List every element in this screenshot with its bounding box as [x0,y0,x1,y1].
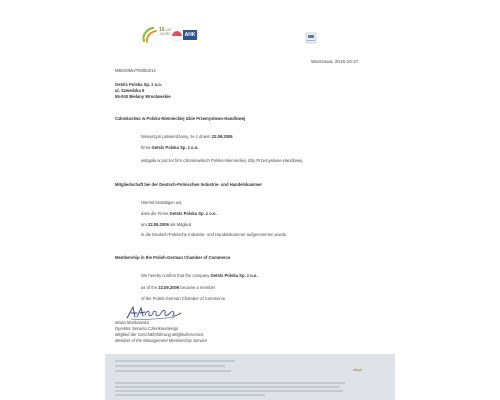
polish-line-3: wstąpiła w poczet firm członkowskich Polsko-Niemieckiej Izby Przemysłowo-Handlowej. [141,158,304,163]
german-company-name: Getslx Polska Sp. z o.o. [169,211,217,216]
footer-text-line [115,370,231,372]
footer-text-line [115,360,235,362]
footer-text-line [115,382,345,384]
polish-membership-date: 22.09.2006 [211,134,233,139]
polish-line-2 [141,145,198,150]
signatory-title-de: Mitglied der Geschäftsführung Mitgliederservice [115,332,204,337]
german-membership-date: 22.09.2006 [147,222,169,227]
german-line-1: Hiermit bestätigen wir, [141,200,183,205]
footer-text-line [115,386,340,388]
jubilee-number: 10 [159,27,165,33]
german-line-4: in die Deutsch-Polnische Industrie- und Handelskammer aufgenommen wurde. [141,232,288,237]
english-line-3: of the Polish-German Chamber of Commerce. [141,296,227,301]
english-line-2-suffix: became a member [179,285,216,290]
letter-page [105,0,395,400]
english-line-2 [141,285,215,290]
english-line-1-prefix: We hereby confirm that the company [141,273,211,278]
signatory-title-en: Member of the Management Membership Service [115,338,207,343]
recipient-street: ul. Szwedzka 5 [115,88,145,93]
recipient-city: 55-040 Bielany Wrocławskie [115,94,171,99]
german-heading: Mitgliedschaft bei der Deutsch-Polnischen Industrie- und Handelskammer [115,182,263,187]
recipient-name: Getslx Polska Sp. z o.o. [115,82,163,87]
polish-heading: Członkostwo w Polsko-Niemieckiej Izbie Przemysłowo-Handlowej [115,116,246,121]
german-line-3-prefix: am [141,222,148,227]
reference-number: MBS/MMo/TM/853/14 [115,68,156,73]
polish-line-2-prefix: firma [141,145,152,150]
german-line-2-prefix: dass die Firma [141,211,170,216]
jubilee-swirl-icon [141,26,159,44]
letter-date: Warszawa, 2015-10-27 [311,59,359,64]
jubilee-label-bottom: JAHRE [159,32,171,36]
polish-line-1 [141,134,233,139]
footer-text-line [115,365,225,367]
certification-seal-icon [305,32,317,44]
polish-company-name: Getslx Polska Sp. z o.o. [151,145,199,150]
german-line-3 [141,222,191,227]
english-company-name: Getslx Polska Sp. z o.o. [210,273,258,278]
jubilee-logo [141,26,171,44]
german-line-2 [141,211,217,216]
english-membership-date: 22.09.2006 [158,285,180,290]
ahk-badge: AHK [184,32,196,38]
english-line-1 [141,273,258,278]
signatory-title-pl: Dyrektor Serwisu Członkowskiego [115,326,179,331]
certificate-logo [305,31,317,43]
footer-text-line [115,394,265,396]
footer-text-line [115,390,343,392]
jubilee-label-top: LAT [165,28,172,32]
footer-website: ahk.pl [353,368,363,372]
polish-line-1-prefix: Niniejszym potwierdzamy, że z dniem [141,134,212,139]
german-line-3-suffix: als Mitglied [168,222,192,227]
english-line-2-prefix: as of the [141,285,159,290]
signatory-name: Marta Monkowska [115,320,149,325]
letter-footer [105,354,395,400]
ahk-flag-icon [171,30,183,42]
english-heading: Membership in the Polish-German Chamber of Commerce [115,255,231,260]
ahk-logo [171,29,197,41]
jubilee-label [159,28,172,36]
